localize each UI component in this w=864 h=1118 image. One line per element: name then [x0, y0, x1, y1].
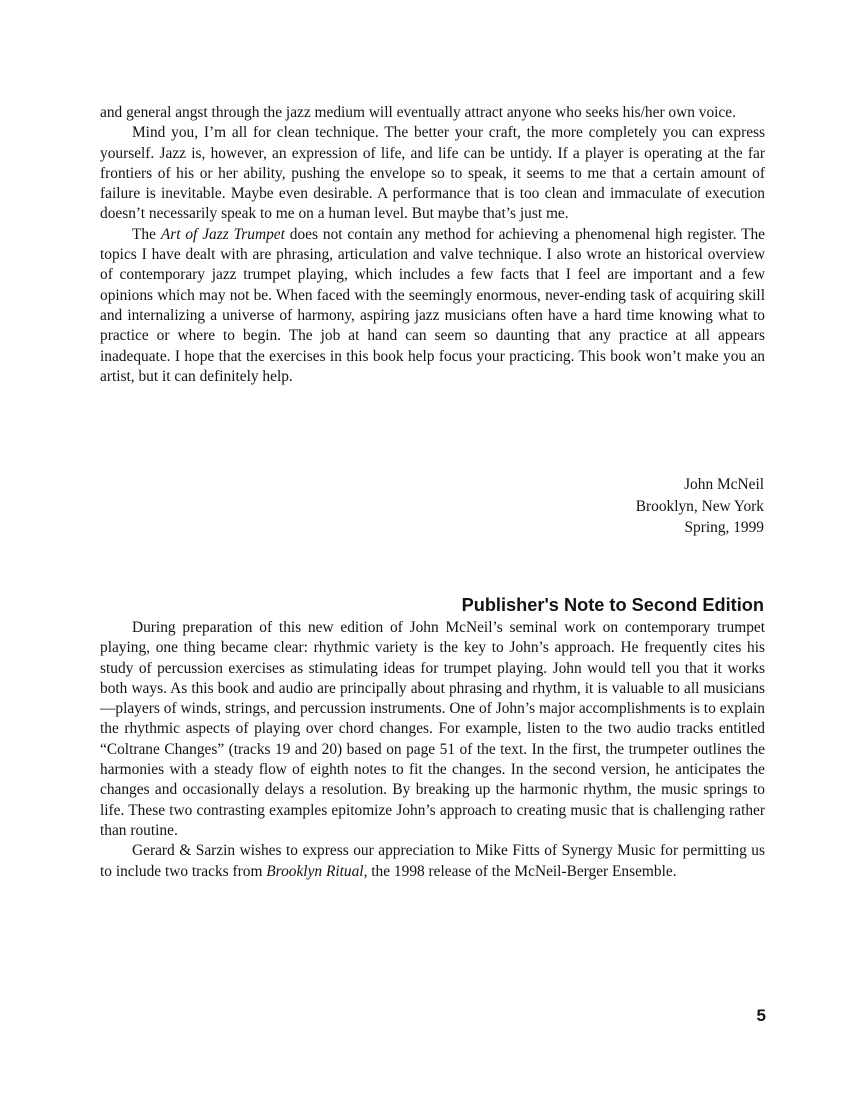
- signature-date: Spring, 1999: [684, 519, 764, 536]
- book-title-lead: The: [132, 225, 161, 243]
- acknowledgement-lead: Gerard & Sarzin wishes to express our appreciation to Mike Fitts of Synergy Music for permitting us to include two tracks from: [100, 842, 765, 880]
- book-title: Art of Jazz Trumpet: [160, 225, 285, 243]
- author-signature: [636, 474, 764, 539]
- intro-paragraph-continued: and general angst through the jazz medium will eventually attract anyone who seeks his/her own voice.: [100, 104, 736, 121]
- book-contents-text: does not contain any method for achieving a phenomenal high register. The topics I have dealt with are phrasing, articulation and valve technique. I also wrote an historical overview of contemporary jazz trumpet playing, which includes a few facts that I feel are important and a few opinions which may not be. When faced with the seemingly enormous, never-ending task of acquiring skill and internalizing a universe of harmony, aspiring jazz musicians often have a hard time knowing what to practice or where to begin. The job at hand can seem so daunting that any practice at all appears inadequate. I hope that the exercises in this book help focus your practicing. This book won’t make you an artist, but it can definitely help.: [100, 225, 765, 385]
- introduction-text: [100, 103, 765, 387]
- author-name: John McNeil: [684, 476, 764, 493]
- publisher-paragraph-acknowledgement: [100, 841, 765, 882]
- author-location: Brooklyn, New York: [635, 497, 764, 515]
- page-number: 5: [756, 1006, 766, 1025]
- section-heading: Publisher's Note to Second Edition: [461, 595, 764, 615]
- publisher-paragraph-edition: During preparation of this new edition of John McNeil’s seminal work on contemporary trumpet playing, one thing became clear: rhythmic variety is the key to John’s approach. He frequently cites his study of percussion exercises as stimulating ideas for trumpet playing. John would tell you that it works both ways. As this book and audio are principally about phrasing and rhythm, it is valuable to all musicians—players of winds, strings, and percussion instruments. One of John’s major accomplishments is to explain the rhythmic aspects of playing over chord changes. For example, listen to the two audio tracks entitled “Coltrane Changes” (tracks 19 and 20) based on page 51 of the text. In the first, the trumpeter outlines the harmonies with a steady flow of eighth notes to fit the changes. In the second version, he anticipates the changes and occasionally delays a resolution. By breaking up the harmonic rhythm, the music springs to life. These two contrasting examples epitomize John’s approach to creating music that is challenging rather than routine.: [100, 619, 765, 839]
- acknowledgement-rest: , the 1998 release of the McNeil-Berger Ensemble.: [363, 862, 677, 880]
- publisher-note-text: [100, 618, 765, 882]
- album-title: Brooklyn Ritual: [266, 862, 364, 880]
- intro-paragraph-technique: Mind you, I’m all for clean technique. The better your craft, the more completely you can express yourself. Jazz is, however, an expression of life, and life can be untidy. If a player is operating at the far frontiers of his or her ability, pushing the envelope so to speak, it seems to me that a certain amount of failure is inevitable. Maybe even desirable. A performance that is too clean and immaculate of execution doesn’t necessarily speak to me on a human level. But maybe that’s just me.: [100, 124, 765, 223]
- intro-paragraph-book-contents: [100, 225, 765, 387]
